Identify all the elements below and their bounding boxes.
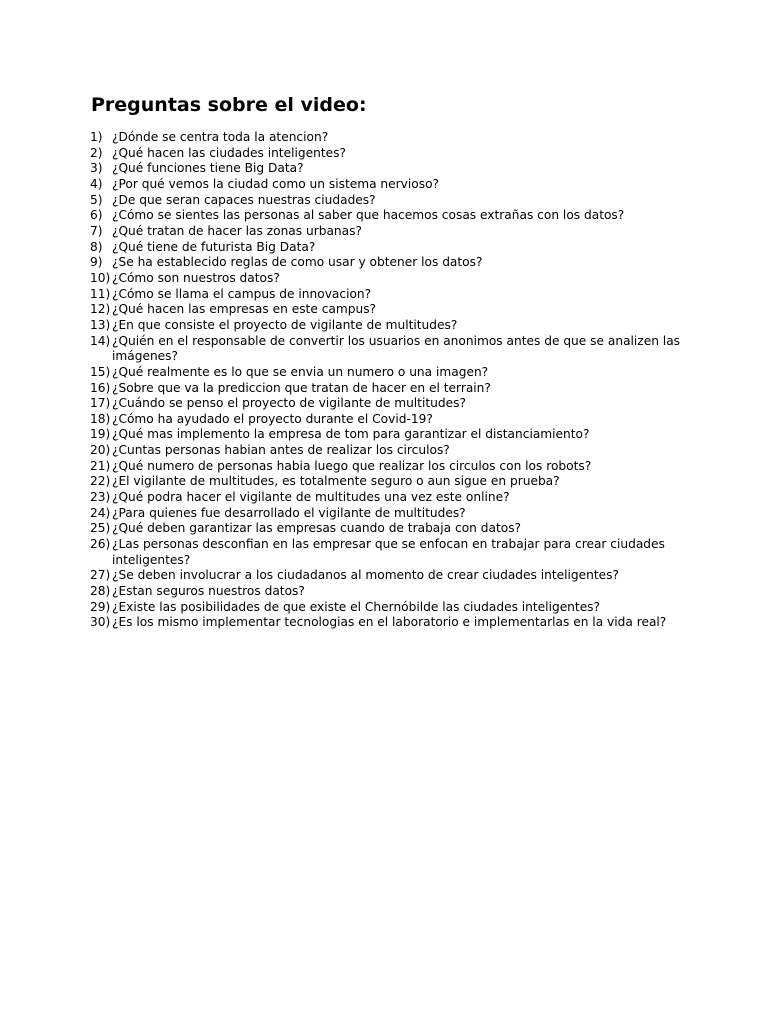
list-item: [90, 615, 690, 631]
list-item: [90, 271, 690, 287]
list-item: [90, 396, 690, 412]
list-item: [90, 506, 690, 522]
question-text: ¿Cómo se sientes las personas al saber que hacemos cosas extrañas con los datos?: [112, 208, 625, 223]
question-text: ¿Qué tratan de hacer las zonas urbanas?: [112, 223, 362, 238]
list-item: [90, 600, 690, 616]
question-number: 6): [90, 208, 103, 223]
question-number: 2): [90, 145, 103, 160]
question-number: 21): [90, 458, 111, 473]
question-text: ¿En que consiste el proyecto de vigilante de multitudes?: [112, 317, 458, 332]
question-number: 15): [90, 364, 111, 379]
question-text: ¿Qué realmente es lo que se envia un numero o una imagen?: [112, 364, 489, 379]
list-item: [90, 459, 690, 475]
question-text: ¿El vigilante de multitudes, es totalmente seguro o aun sigue en prueba?: [112, 474, 560, 489]
list-item: [90, 568, 690, 584]
question-number: 17): [90, 396, 111, 411]
list-item: [90, 240, 690, 256]
question-number: 18): [90, 411, 111, 426]
question-text: ¿Cómo son nuestros datos?: [112, 270, 280, 285]
question-number: 5): [90, 192, 103, 207]
list-item: [90, 161, 690, 177]
list-item: [90, 521, 690, 537]
question-number: 27): [90, 568, 111, 583]
question-text: ¿Qué hacen las empresas en este campus?: [112, 302, 377, 317]
list-item: [90, 287, 690, 303]
question-number: 23): [90, 490, 111, 505]
question-number: 11): [90, 286, 111, 301]
question-number: 29): [90, 599, 111, 614]
question-number: 22): [90, 474, 111, 489]
question-text: ¿Quién en el responsable de convertir los usuarios en anonimos antes de que se analizen las imágenes?: [112, 333, 681, 364]
question-number: 25): [90, 521, 111, 536]
question-number: 4): [90, 176, 103, 191]
question-number: 13): [90, 317, 111, 332]
list-item: [90, 130, 690, 146]
list-item: [90, 146, 690, 162]
question-number: 26): [90, 537, 111, 552]
question-text: ¿Qué tiene de futurista Big Data?: [112, 239, 316, 254]
question-text: ¿De que seran capaces nuestras ciudades?: [112, 192, 376, 207]
question-text: ¿Qué podra hacer el vigilante de multitudes una vez este online?: [112, 490, 510, 505]
question-number: 9): [90, 255, 103, 270]
question-text: ¿Dónde se centra toda la atencion?: [112, 130, 329, 144]
question-text: ¿Qué hacen las ciudades inteligentes?: [112, 145, 346, 160]
list-item: [90, 208, 690, 224]
question-text: ¿Se deben involucrar a los ciudadanos al momento de crear ciudades inteligentes?: [112, 568, 619, 583]
list-item: [90, 490, 690, 506]
question-text: ¿Cómo se llama el campus de innovacion?: [112, 286, 372, 301]
question-text: ¿Por qué vemos la ciudad como un sistema nervioso?: [112, 176, 439, 191]
list-item: [90, 224, 690, 240]
question-list: [90, 130, 690, 631]
page-title: Preguntas sobre el video:: [91, 94, 367, 116]
list-item: [90, 537, 690, 568]
question-text: ¿Qué mas implemento la empresa de tom para garantizar el distanciamiento?: [112, 427, 590, 442]
list-item: [90, 334, 690, 365]
question-number: 1): [90, 130, 103, 144]
list-item: [90, 318, 690, 334]
question-number: 8): [90, 239, 103, 254]
list-item: [90, 443, 690, 459]
question-text: ¿Existe las posibilidades de que existe el Chernóbilde las ciudades inteligentes?: [112, 599, 601, 614]
question-number: 30): [90, 615, 111, 630]
question-text: ¿Cuándo se penso el proyecto de vigilante de multitudes?: [112, 396, 466, 411]
list-item: [90, 412, 690, 428]
question-number: 24): [90, 505, 111, 520]
question-text: ¿Cuntas personas habian antes de realizar los circulos?: [112, 443, 450, 458]
question-text: ¿Para quienes fue desarrollado el vigilante de multitudes?: [112, 505, 466, 520]
list-item: [90, 177, 690, 193]
list-item: [90, 584, 690, 600]
question-number: 20): [90, 443, 111, 458]
question-text: ¿Sobre que va la prediccion que tratan de hacer en el terrain?: [112, 380, 491, 395]
list-item: [90, 474, 690, 490]
list-item: [90, 365, 690, 381]
question-number: 12): [90, 302, 111, 317]
question-number: 10): [90, 270, 111, 285]
list-item: [90, 302, 690, 318]
question-number: 14): [90, 333, 111, 348]
list-item: [90, 427, 690, 443]
question-number: 16): [90, 380, 111, 395]
question-text: ¿Qué numero de personas habia luego que realizar los circulos con los robots?: [112, 458, 592, 473]
question-number: 19): [90, 427, 111, 442]
question-text: ¿Es los mismo implementar tecnologias en el laboratorio e implementarlas en la vida real?: [112, 615, 667, 630]
list-item: [90, 255, 690, 271]
list-item: [90, 381, 690, 397]
question-text: ¿Estan seguros nuestros datos?: [112, 584, 305, 599]
question-text: ¿Cómo ha ayudado el proyecto durante el Covid-19?: [112, 411, 433, 426]
list-item: [90, 193, 690, 209]
question-text: ¿Las personas desconfian en las empresar que se enfocan en trabajar para crear ciudades inteligentes?: [112, 537, 665, 567]
question-text: ¿Qué funciones tiene Big Data?: [112, 161, 304, 176]
question-text: ¿Qué deben garantizar las empresas cuando de trabaja con datos?: [112, 521, 522, 536]
question-number: 3): [90, 161, 103, 176]
question-number: 28): [90, 584, 111, 599]
question-number: 7): [90, 223, 103, 238]
question-text: ¿Se ha establecido reglas de como usar y obtener los datos?: [112, 255, 483, 270]
